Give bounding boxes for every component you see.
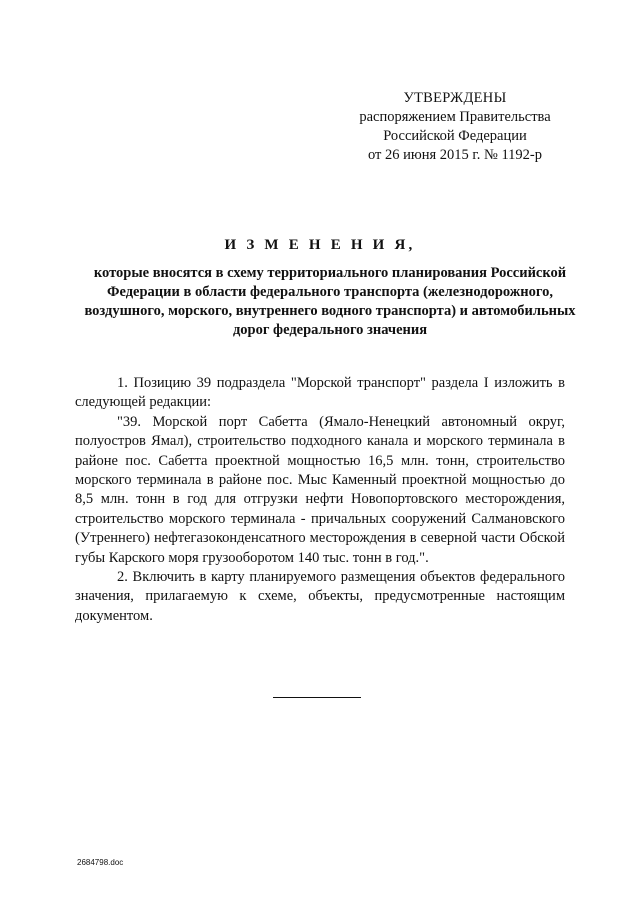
end-divider — [273, 697, 361, 698]
paragraph-3: 2. Включить в карту планируемого размещения объектов федерального значения, прилагаемую к схеме, объекты, предусмотренные настоящим документом. — [75, 569, 565, 624]
paragraph-1: 1. Позицию 39 подраздела "Морской транспорт" раздела I изложить в следующей редакции: — [75, 375, 565, 411]
approval-heading: УТВЕРЖДЕНЫ — [403, 90, 507, 106]
document-subtitle: которые вносятся в схему территориального планирования Российской Федерации в области федерального транспорта (железнодорожного, воздушного, морского, внутреннего водного транспорта) и автомобильных дорог федерального значения — [84, 265, 576, 338]
paragraph-2: "39. Морской порт Сабетта (Ямало-Ненецкий автономный округ, полуостров Ямал), строительство подходного канала и морского терминала в районе пос. Сабетта проектной мощностью 16,5 млн. тонн, строительство морского терминала в районе пос. Мыс Каменный проектной мощностью до 8,5 млн. тонн в год для отгрузки нефти Новопортовского месторождения, строительство морского терминала - причальных сооружений Салмановского (Утреннего) нефтегазоконденсатного месторождения в северной части Обской губы Карского моря грузооборотом 140 тыс. тонн в год.". — [75, 413, 565, 566]
document-body — [75, 374, 565, 626]
file-name-footer: 2684798.doc — [77, 858, 124, 867]
approval-line-3: от 26 июня 2015 г. № 1192-р — [368, 147, 542, 163]
approval-line-1: распоряжением Правительства — [359, 109, 551, 125]
approval-line-2: Российской Федерации — [383, 128, 527, 144]
approval-block — [330, 89, 580, 165]
document-title: И З М Е Н Е Н И Я, — [224, 237, 416, 253]
